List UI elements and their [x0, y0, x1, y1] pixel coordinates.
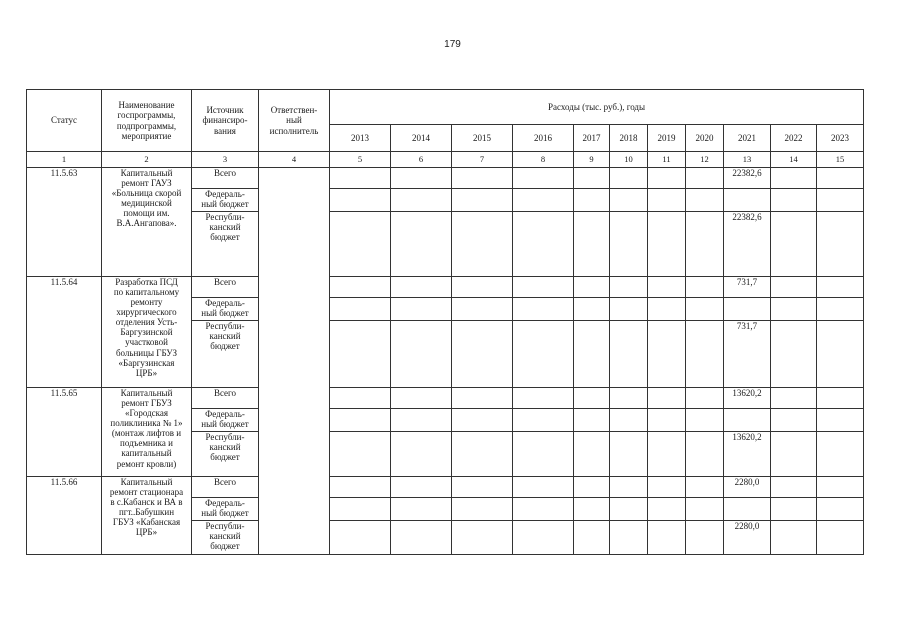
year-cell [686, 168, 724, 189]
year-cell [574, 168, 610, 189]
year-cell [648, 498, 686, 521]
year-cell [771, 477, 817, 498]
year-cell [391, 521, 452, 555]
header-year-2021: 2021 [724, 125, 771, 152]
row-source-republic: Республи- канский бюджет [192, 321, 259, 388]
year-cell [574, 498, 610, 521]
year-cell [574, 477, 610, 498]
year-cell [574, 521, 610, 555]
row-source-federal: Федераль- ный бюджет [192, 409, 259, 432]
year-cell [391, 212, 452, 277]
year-cell [610, 298, 648, 321]
year-cell [610, 321, 648, 388]
year-cell [452, 477, 513, 498]
executor-cell [259, 168, 330, 555]
year-cell [574, 212, 610, 277]
year-cell [817, 521, 864, 555]
year-cell [391, 168, 452, 189]
year-cell [648, 168, 686, 189]
year-cell [686, 498, 724, 521]
year-cell [452, 277, 513, 298]
table-row [27, 277, 864, 298]
year-cell [452, 212, 513, 277]
year-cell [648, 477, 686, 498]
row-source-total: Всего [192, 388, 259, 409]
year-cell [817, 298, 864, 321]
year-cell [686, 432, 724, 477]
row-source-total: Всего [192, 277, 259, 298]
header-year-2017: 2017 [574, 125, 610, 152]
year-cell [513, 189, 574, 212]
year-cell [610, 212, 648, 277]
year-cell [817, 168, 864, 189]
year-cell [391, 298, 452, 321]
year-cell [513, 321, 574, 388]
row-source-republic: Республи- канский бюджет [192, 521, 259, 555]
amount-2021: 731,7 [724, 277, 771, 298]
column-number: 1 [27, 152, 102, 168]
column-number: 13 [724, 152, 771, 168]
year-cell [391, 388, 452, 409]
year-cell [771, 321, 817, 388]
year-cell [771, 277, 817, 298]
year-cell [610, 498, 648, 521]
budget-table [26, 89, 864, 555]
amount-2021: 2280,0 [724, 477, 771, 498]
year-cell [513, 477, 574, 498]
column-number: 5 [330, 152, 391, 168]
year-cell [574, 277, 610, 298]
year-cell [513, 498, 574, 521]
year-cell [771, 521, 817, 555]
year-cell [574, 409, 610, 432]
year-cell [391, 409, 452, 432]
row-source-federal: Федераль- ный бюджет [192, 298, 259, 321]
header-source: Источник финансиро- вания [192, 90, 259, 152]
column-number: 6 [391, 152, 452, 168]
year-cell [513, 409, 574, 432]
header-year-2016: 2016 [513, 125, 574, 152]
year-cell [771, 298, 817, 321]
year-cell [771, 168, 817, 189]
year-cell [330, 298, 391, 321]
row-name: Капитальный ремонт ГБУЗ «Городская поликлиника № 1» (монтаж лифтов и подъемника и капитальный ремонт кровли) [102, 388, 192, 477]
page-number: 179 [444, 39, 461, 50]
header-year-2019: 2019 [648, 125, 686, 152]
year-cell [648, 432, 686, 477]
year-cell [610, 189, 648, 212]
year-cell [771, 212, 817, 277]
year-cell [817, 189, 864, 212]
header-year-2015: 2015 [452, 125, 513, 152]
year-cell [330, 477, 391, 498]
row-status: 11.5.64 [27, 277, 102, 388]
year-cell [391, 498, 452, 521]
year-cell [330, 388, 391, 409]
header-year-2023: 2023 [817, 125, 864, 152]
header-year-2018: 2018 [610, 125, 648, 152]
row-status: 11.5.63 [27, 168, 102, 277]
row-source-republic: Республи- канский бюджет [192, 432, 259, 477]
year-cell [513, 298, 574, 321]
year-cell [771, 432, 817, 477]
year-cell [330, 432, 391, 477]
year-cell [771, 189, 817, 212]
year-cell [724, 409, 771, 432]
column-number: 14 [771, 152, 817, 168]
year-cell [513, 277, 574, 298]
header-expenses: Расходы (тыс. руб.), годы [330, 90, 864, 125]
year-cell [686, 189, 724, 212]
year-cell [452, 432, 513, 477]
year-cell [686, 212, 724, 277]
year-cell [817, 432, 864, 477]
year-cell [610, 388, 648, 409]
year-cell [391, 277, 452, 298]
header-year-2020: 2020 [686, 125, 724, 152]
year-cell [330, 498, 391, 521]
year-cell [817, 498, 864, 521]
amount-2021: 13620,2 [724, 388, 771, 409]
header-name: Наименование госпрограммы, подпрограммы, мероприятие [102, 90, 192, 152]
year-cell [513, 212, 574, 277]
column-number: 8 [513, 152, 574, 168]
year-cell [452, 388, 513, 409]
year-cell [817, 388, 864, 409]
year-cell [648, 321, 686, 388]
row-status: 11.5.66 [27, 477, 102, 555]
amount-2021: 22382,6 [724, 212, 771, 277]
row-name: Капитальный ремонт стационара в с.Кабанск и ВА в пгт..Бабушкин ГБУЗ «Кабанская ЦРБ» [102, 477, 192, 555]
table-row [27, 477, 864, 498]
year-cell [724, 298, 771, 321]
year-cell [330, 277, 391, 298]
header-year-2022: 2022 [771, 125, 817, 152]
year-cell [452, 321, 513, 388]
year-cell [330, 521, 391, 555]
row-source-republic: Республи- канский бюджет [192, 212, 259, 277]
year-cell [452, 409, 513, 432]
year-cell [817, 409, 864, 432]
header-year-2013: 2013 [330, 125, 391, 152]
column-number: 2 [102, 152, 192, 168]
column-number: 15 [817, 152, 864, 168]
year-cell [391, 432, 452, 477]
row-name: Разработка ПСД по капитальному ремонту хирургического отделения Усть- Баргузинской участковой больницы ГБУЗ «Баргузинская ЦРБ» [102, 277, 192, 388]
year-cell [648, 388, 686, 409]
year-cell [513, 432, 574, 477]
header-year-2014: 2014 [391, 125, 452, 152]
row-name: Капитальный ремонт ГАУЗ «Больница скорой медицинской помощи им. В.А.Ангапова». [102, 168, 192, 277]
year-cell [513, 521, 574, 555]
year-cell [330, 168, 391, 189]
year-cell [330, 212, 391, 277]
column-number: 9 [574, 152, 610, 168]
year-cell [686, 277, 724, 298]
column-number: 10 [610, 152, 648, 168]
year-cell [817, 277, 864, 298]
year-cell [817, 477, 864, 498]
year-cell [610, 477, 648, 498]
year-cell [330, 409, 391, 432]
year-cell [686, 521, 724, 555]
column-number: 4 [259, 152, 330, 168]
year-cell [574, 298, 610, 321]
column-number: 3 [192, 152, 259, 168]
year-cell [686, 409, 724, 432]
year-cell [648, 521, 686, 555]
table-row [27, 388, 864, 409]
year-cell [817, 212, 864, 277]
amount-2021: 2280,0 [724, 521, 771, 555]
year-cell [686, 388, 724, 409]
year-cell [574, 432, 610, 477]
year-cell [452, 168, 513, 189]
year-cell [817, 321, 864, 388]
year-cell [574, 388, 610, 409]
column-number: 11 [648, 152, 686, 168]
year-cell [391, 189, 452, 212]
year-cell [610, 277, 648, 298]
row-status: 11.5.65 [27, 388, 102, 477]
row-source-total: Всего [192, 477, 259, 498]
year-cell [686, 298, 724, 321]
year-cell [648, 189, 686, 212]
year-cell [452, 521, 513, 555]
year-cell [648, 212, 686, 277]
year-cell [513, 388, 574, 409]
year-cell [648, 277, 686, 298]
year-cell [574, 321, 610, 388]
year-cell [391, 477, 452, 498]
year-cell [610, 432, 648, 477]
table-row [27, 168, 864, 189]
amount-2021: 731,7 [724, 321, 771, 388]
year-cell [330, 189, 391, 212]
row-source-total: Всего [192, 168, 259, 189]
year-cell [610, 168, 648, 189]
year-cell [452, 189, 513, 212]
year-cell [610, 409, 648, 432]
year-cell [452, 298, 513, 321]
year-cell [686, 321, 724, 388]
amount-2021: 13620,2 [724, 432, 771, 477]
row-source-federal: Федераль- ный бюджет [192, 189, 259, 212]
column-number: 12 [686, 152, 724, 168]
row-source-federal: Федераль- ный бюджет [192, 498, 259, 521]
year-cell [724, 189, 771, 212]
header-executor: Ответствен- ный исполнитель [259, 90, 330, 152]
year-cell [452, 498, 513, 521]
year-cell [771, 409, 817, 432]
year-cell [686, 477, 724, 498]
year-cell [648, 298, 686, 321]
year-cell [771, 388, 817, 409]
header-status: Статус [27, 90, 102, 152]
amount-2021: 22382,6 [724, 168, 771, 189]
column-number: 7 [452, 152, 513, 168]
year-cell [391, 321, 452, 388]
year-cell [771, 498, 817, 521]
year-cell [574, 189, 610, 212]
year-cell [648, 409, 686, 432]
year-cell [330, 321, 391, 388]
year-cell [610, 521, 648, 555]
year-cell [724, 498, 771, 521]
year-cell [513, 168, 574, 189]
